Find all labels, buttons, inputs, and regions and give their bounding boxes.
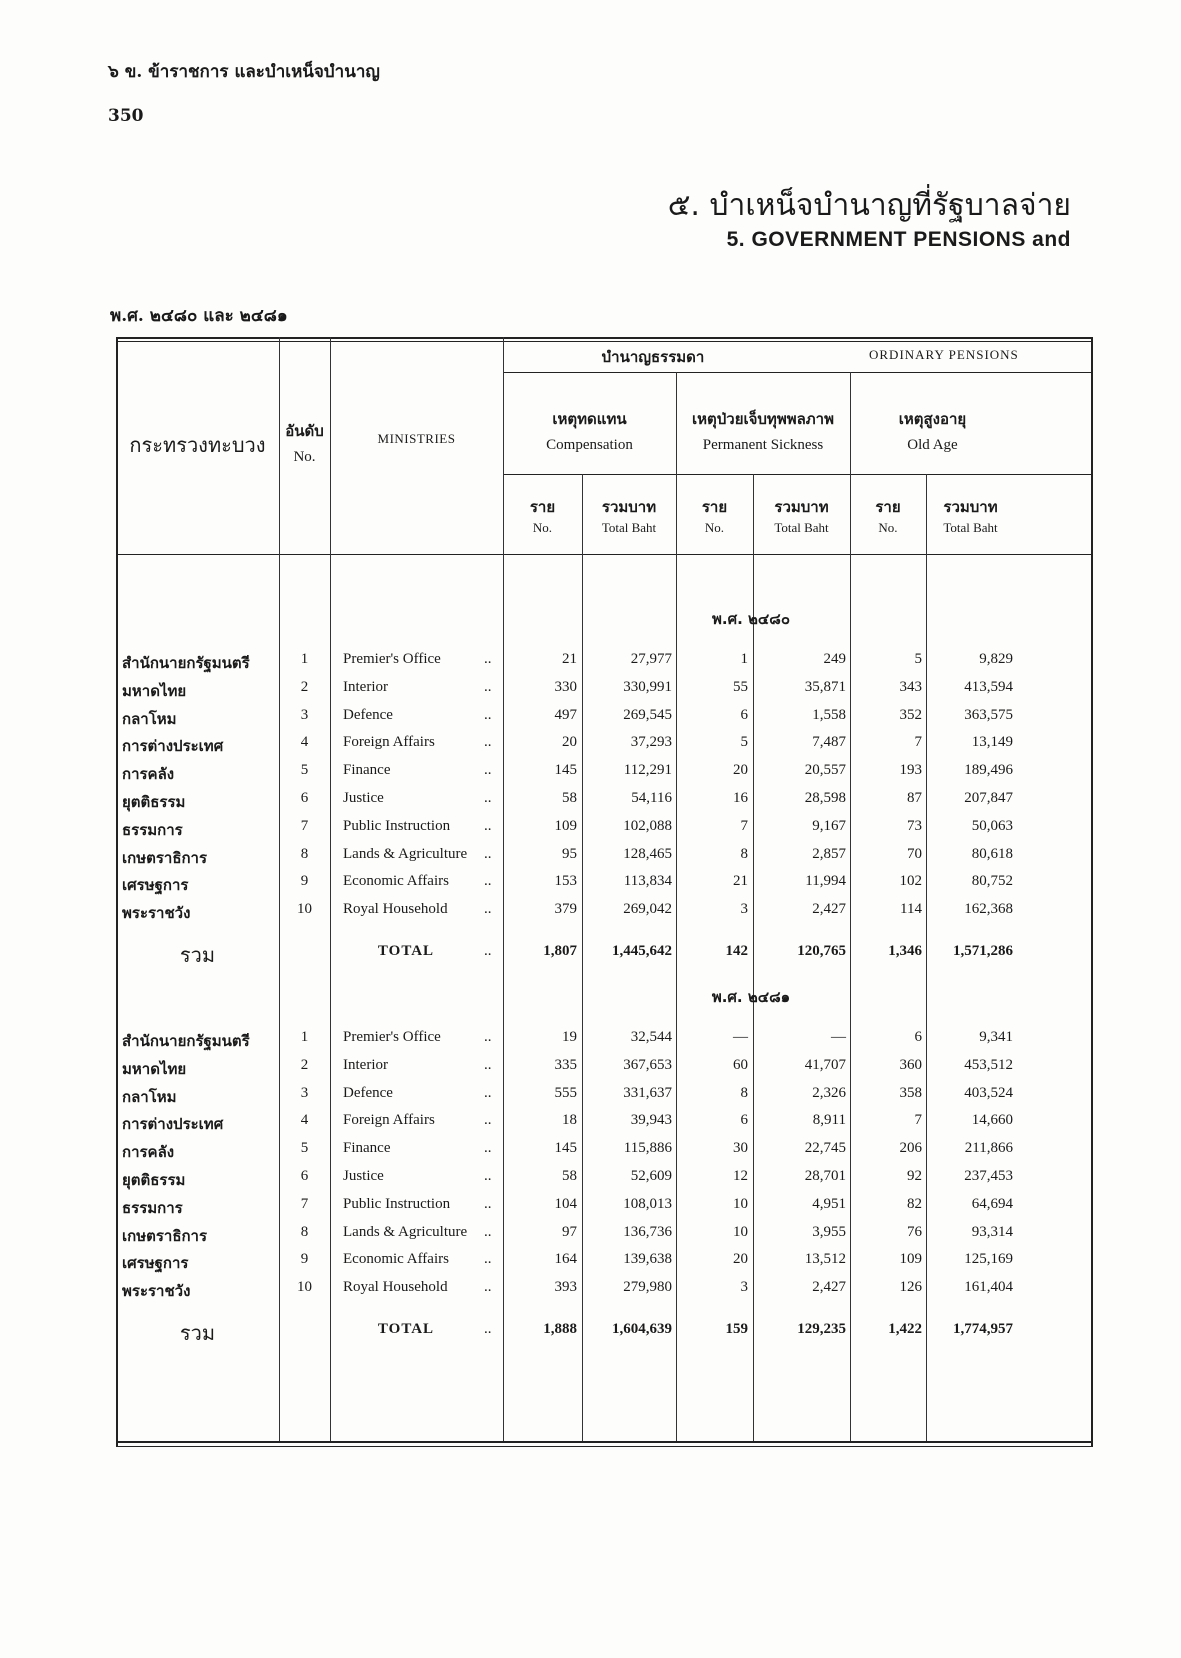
total-cell: 129,235: [797, 1321, 846, 1337]
section-year: พ.ศ. ๒๔๘๐: [712, 610, 790, 628]
leader-dots: ..: [484, 1056, 492, 1073]
header-group-thai: บำนาญธรรมดา: [601, 348, 705, 366]
table-cell: 9,167: [812, 817, 846, 834]
total-cell: 1,774,957: [953, 1321, 1013, 1337]
leader-dots: ..: [484, 790, 492, 806]
table-cell: 3: [740, 1279, 748, 1296]
table-cell: 145: [554, 762, 577, 779]
row-number: 8: [300, 845, 309, 862]
table-cell: 5: [914, 651, 922, 667]
ministry-en: Defence: [343, 1084, 393, 1101]
table-cell: 113,834: [623, 873, 672, 890]
table-cell: 20,557: [804, 762, 846, 779]
total-cell: 1,807: [543, 943, 577, 959]
header-ministry-thai: กระทรวงทะบวง: [129, 433, 266, 457]
table-cell: 39,943: [630, 1112, 672, 1129]
ministry-en: Economic Affairs: [343, 1251, 449, 1268]
ministry-en: Lands & Agriculture: [343, 845, 468, 862]
ministry-thai: เกษตราธิการ: [122, 1226, 208, 1245]
row-number: 6: [300, 790, 309, 806]
leader-dots: ..: [484, 1168, 492, 1184]
table-cell: 12: [733, 1168, 748, 1184]
table-cell: 54,116: [631, 790, 672, 806]
ministry-thai: การคลัง: [122, 1143, 175, 1162]
table-cell: 58: [562, 790, 577, 806]
table-cell: 1,558: [812, 706, 846, 723]
table-cell: 95: [562, 845, 577, 862]
leader-dots: ..: [484, 1084, 492, 1101]
table-cell: 269,042: [623, 901, 672, 918]
ministry-thai: มหาดไทย: [122, 1059, 187, 1078]
row-number: 7: [300, 1195, 309, 1212]
ministry-en: Interior: [343, 678, 388, 695]
ministry-thai: การต่างประเทศ: [122, 737, 224, 756]
ministry-en: Justice: [343, 1168, 384, 1184]
table-cell: 21: [733, 873, 748, 890]
leader-dots: ..: [484, 1223, 492, 1240]
ministry-thai: เกษตราธิการ: [122, 848, 208, 867]
table-cell: 555: [554, 1084, 577, 1101]
table-cell: 393: [554, 1279, 577, 1296]
table-cell: 97: [562, 1223, 577, 1240]
table-cell: 145: [554, 1140, 577, 1157]
header-sick-thai: เหตุป่วยเจ็บทุพพลภาพ: [692, 410, 834, 428]
header-baht-en: Total Baht: [601, 520, 657, 535]
table-cell: 87: [907, 790, 922, 806]
total-cell: 142: [725, 943, 748, 959]
table-cell: 2,326: [812, 1084, 846, 1101]
header-baht-en: Total Baht: [943, 520, 998, 535]
table-cell: 102: [899, 873, 922, 890]
ministry-thai: ธรรมการ: [122, 1198, 183, 1217]
table-cell: 8,911: [812, 1112, 846, 1129]
page-number: 350: [108, 106, 144, 126]
table-cell: 82: [907, 1195, 922, 1212]
ministry-en: Premier's Office: [343, 651, 441, 667]
table-cell: 14,660: [971, 1112, 1013, 1129]
leader-dots: ..: [484, 943, 492, 959]
table-cell: 52,609: [630, 1168, 672, 1184]
table-cell: 126: [899, 1279, 922, 1296]
table-cell: 189,496: [964, 762, 1013, 779]
row-number: 8: [300, 1223, 309, 1240]
table-cell: 330,991: [623, 678, 672, 695]
ministry-thai: สำนักนายกรัฐมนตรี: [122, 1032, 250, 1050]
table-cell: 363,575: [964, 706, 1013, 723]
table-cell: 109: [899, 1251, 922, 1268]
table-cell: —: [831, 1029, 846, 1045]
header-comp-thai: เหตุทดแทน: [552, 410, 627, 428]
ministry-en: Economic Affairs: [343, 873, 449, 890]
header-baht-thai: รวมบาท: [943, 498, 998, 516]
total-label-thai: รวม: [179, 1321, 216, 1345]
row-number: 5: [300, 762, 309, 779]
table-cell: 358: [899, 1084, 922, 1101]
row-number: 2: [300, 678, 309, 695]
table-cell: 161,404: [964, 1279, 1013, 1296]
table-cell: 8: [740, 845, 748, 862]
leader-dots: ..: [484, 706, 492, 723]
table-cell: 80,752: [971, 873, 1013, 890]
table-cell: 403,524: [964, 1084, 1013, 1101]
row-number: 9: [300, 1251, 309, 1268]
header-group-en: ORDINARY PENSIONS: [869, 347, 1019, 362]
table-cell: 5: [740, 734, 748, 751]
table-cell: 21: [562, 651, 577, 667]
table-cell: 139,638: [623, 1251, 672, 1268]
header-oldage-thai: เหตุสูงอายุ: [898, 410, 967, 428]
leader-dots: ..: [484, 845, 492, 862]
table-cell: 497: [554, 706, 577, 723]
row-number: 6: [300, 1168, 309, 1184]
table-cell: 162,368: [964, 901, 1013, 918]
table-cell: 32,544: [630, 1029, 672, 1045]
ministry-thai: ธรรมการ: [122, 820, 183, 839]
table-cell: 335: [554, 1056, 577, 1073]
header-ministries-en: MINISTRIES: [377, 431, 456, 446]
total-label-thai: รวม: [179, 943, 216, 967]
table-cell: 109: [554, 817, 577, 834]
row-number: 2: [300, 1056, 309, 1073]
table-cell: 70: [907, 845, 922, 862]
table-cell: 4,951: [812, 1195, 846, 1212]
table-cell: 13,512: [804, 1251, 846, 1268]
table-cell: 112,291: [623, 762, 672, 779]
ministry-thai: เศรษฐการ: [122, 876, 189, 895]
table-cell: 22,745: [804, 1140, 846, 1157]
row-number: 1: [300, 1029, 309, 1045]
table-cell: 73: [907, 817, 922, 834]
row-number: 4: [300, 1112, 309, 1129]
table-cell: 249: [823, 651, 846, 667]
table-cell: 2,427: [812, 901, 846, 918]
total-label-en: TOTAL: [377, 943, 435, 959]
table-cell: 164: [554, 1251, 577, 1268]
total-cell: 120,765: [797, 943, 846, 959]
table-cell: 7: [914, 734, 922, 751]
row-number: 5: [300, 1140, 309, 1157]
header-baht-en: Total Baht: [774, 520, 829, 535]
ministry-en: Royal Household: [343, 901, 448, 918]
table-cell: 413,594: [964, 678, 1013, 695]
section-year: พ.ศ. ๒๔๘๑: [711, 988, 791, 1006]
table-cell: 64,694: [971, 1195, 1013, 1212]
table-cell: 76: [907, 1223, 922, 1240]
ministry-en: Finance: [343, 1140, 391, 1157]
table-cell: 115,886: [623, 1140, 672, 1157]
ministry-en: Public Instruction: [343, 817, 451, 834]
table-cell: 16: [733, 790, 748, 806]
table-cell: 343: [899, 678, 922, 695]
ministry-en: Royal Household: [343, 1279, 448, 1296]
table-cell: 279,980: [623, 1279, 672, 1296]
ministry-en: Finance: [343, 762, 391, 779]
header-count-thai: ราย: [529, 498, 556, 516]
table-cell: 20: [562, 734, 577, 751]
years-label: พ.ศ. ๒๔๘๐ และ ๒๔๘๑: [110, 306, 288, 326]
table-cell: 114: [900, 901, 922, 918]
row-number: 10: [297, 1279, 312, 1296]
table-cell: 28,598: [804, 790, 846, 806]
total-cell: 1,571,286: [953, 943, 1013, 959]
table-cell: 153: [554, 873, 577, 890]
leader-dots: ..: [484, 734, 492, 751]
table-cell: 330: [554, 678, 577, 695]
table-cell: 7: [740, 817, 748, 834]
table-cell: 211,866: [964, 1140, 1013, 1157]
row-number: 1: [300, 651, 309, 667]
ministry-en: Defence: [343, 706, 393, 723]
pension-table: [116, 337, 1091, 1449]
header-sick-en: Permanent Sickness: [702, 437, 824, 453]
table-cell: 3: [740, 901, 748, 918]
total-cell: 1,445,642: [612, 943, 672, 959]
total-label-en: TOTAL: [377, 1321, 435, 1337]
leader-dots: ..: [484, 1029, 492, 1045]
title-thai: ๕. บำเหน็จบำนาญที่รัฐบาลจ่าย: [667, 188, 1071, 223]
table-cell: 19: [562, 1029, 577, 1045]
table-cell: 10: [733, 1223, 748, 1240]
table-cell: 35,871: [804, 678, 846, 695]
table-cell: 2,427: [812, 1279, 846, 1296]
table-cell: 352: [899, 706, 922, 723]
ministry-thai: ยุตติธรรม: [122, 1171, 186, 1189]
table-cell: 128,465: [623, 845, 672, 862]
ministry-thai: กลาโหม: [122, 709, 177, 728]
table-cell: 13,149: [971, 734, 1013, 751]
table-cell: 20: [733, 1251, 748, 1268]
table-cell: 60: [733, 1056, 748, 1073]
ministry-thai: สำนักนายกรัฐมนตรี: [122, 654, 250, 672]
ministry-thai: การต่างประเทศ: [122, 1115, 224, 1134]
ministry-en: Justice: [343, 790, 384, 806]
table-cell: 367,653: [623, 1056, 672, 1073]
header-baht-thai: รวมบาท: [601, 498, 657, 516]
total-cell: 1,888: [543, 1321, 577, 1337]
table-cell: 10: [733, 1195, 748, 1212]
leader-dots: ..: [484, 1321, 492, 1337]
table-cell: 7,487: [812, 734, 846, 751]
ministry-thai: ยุตติธรรม: [122, 793, 186, 811]
leader-dots: ..: [484, 901, 492, 918]
table-cell: 18: [562, 1112, 577, 1129]
table-cell: 41,707: [804, 1056, 846, 1073]
ministry-thai: กลาโหม: [122, 1087, 177, 1106]
row-number: 3: [300, 706, 309, 723]
header-count-en: No.: [878, 520, 898, 535]
leader-dots: ..: [484, 817, 492, 834]
total-cell: 1,604,639: [612, 1321, 672, 1337]
title-english: 5. GOVERNMENT PENSIONS and: [726, 228, 1071, 251]
ministry-thai: พระราชวัง: [122, 1282, 191, 1301]
table-cell: 102,088: [623, 817, 672, 834]
table-cell: 80,618: [971, 845, 1013, 862]
table-cell: 237,453: [964, 1168, 1013, 1184]
ministry-thai: การคลัง: [122, 765, 175, 784]
table-cell: 206: [899, 1140, 922, 1157]
table-cell: 28,701: [804, 1168, 846, 1184]
table-cell: 379: [554, 901, 577, 918]
row-number: 4: [300, 734, 309, 751]
header-count-en: No.: [532, 520, 553, 535]
row-number: 3: [300, 1084, 309, 1101]
ministry-en: Interior: [343, 1056, 388, 1073]
table-cell: 269,545: [623, 706, 672, 723]
leader-dots: ..: [484, 1195, 492, 1212]
table-cell: 9,341: [979, 1029, 1013, 1045]
header-count-en: No.: [704, 520, 725, 535]
table-cell: 27,977: [630, 651, 672, 667]
table-cell: 125,169: [964, 1251, 1013, 1268]
total-cell: 1,422: [888, 1321, 922, 1337]
table-cell: 7: [914, 1112, 922, 1129]
table-cell: 3,955: [812, 1223, 846, 1240]
table-cell: 9,829: [979, 651, 1013, 667]
ministry-en: Premier's Office: [343, 1029, 441, 1045]
table-cell: 6: [740, 706, 748, 723]
header-oldage-en: Old Age: [907, 437, 958, 453]
leader-dots: ..: [484, 873, 492, 890]
table-cell: 6: [740, 1112, 748, 1129]
table-cell: 30: [733, 1140, 748, 1157]
ministry-en: Public Instruction: [343, 1195, 451, 1212]
table-cell: 55: [733, 678, 748, 695]
table-cell: 20: [733, 762, 748, 779]
ministry-en: Foreign Affairs: [343, 1112, 435, 1129]
ministry-thai: เศรษฐการ: [122, 1254, 189, 1273]
table-cell: 193: [899, 762, 922, 779]
total-cell: 159: [725, 1321, 748, 1337]
leader-dots: ..: [484, 1279, 492, 1296]
running-header: ๖ ข. ข้าราชการ และบำเหน็จบำนาญ: [108, 62, 380, 82]
leader-dots: ..: [484, 651, 492, 667]
header-no-en: No.: [293, 449, 316, 465]
table-cell: 6: [914, 1029, 922, 1045]
table-cell: 331,637: [623, 1084, 672, 1101]
table-cell: 58: [562, 1168, 577, 1184]
row-number: 7: [300, 817, 309, 834]
row-number: 9: [300, 873, 309, 890]
table-cell: 1: [740, 651, 748, 667]
table-cell: 108,013: [623, 1195, 672, 1212]
table-cell: 207,847: [964, 790, 1013, 806]
header-baht-thai: รวมบาท: [774, 498, 829, 516]
table-cell: 11,994: [805, 873, 846, 890]
header-count-thai: ราย: [701, 498, 728, 516]
header-comp-en: Compensation: [546, 437, 633, 453]
table-cell: —: [733, 1029, 748, 1045]
header-no-thai: อันดับ: [285, 422, 324, 440]
leader-dots: ..: [484, 1140, 492, 1157]
leader-dots: ..: [484, 762, 492, 779]
table-cell: 2,857: [812, 845, 846, 862]
table-cell: 453,512: [964, 1056, 1013, 1073]
ministry-en: Foreign Affairs: [343, 734, 435, 751]
table-cell: 104: [554, 1195, 577, 1212]
leader-dots: ..: [484, 1112, 492, 1129]
ministry-en: Lands & Agriculture: [343, 1223, 468, 1240]
table-cell: 93,314: [971, 1223, 1013, 1240]
total-cell: 1,346: [888, 943, 922, 959]
table-cell: 8: [740, 1084, 748, 1101]
leader-dots: ..: [484, 678, 492, 695]
table-cell: 360: [899, 1056, 922, 1073]
leader-dots: ..: [484, 1251, 492, 1268]
ministry-thai: พระราชวัง: [122, 904, 191, 923]
ministry-thai: มหาดไทย: [122, 681, 187, 700]
header-count-thai: ราย: [875, 498, 901, 516]
row-number: 10: [297, 901, 312, 918]
table-cell: 136,736: [623, 1223, 672, 1240]
table-cell: 37,293: [630, 734, 672, 751]
table-cell: 50,063: [971, 817, 1013, 834]
table-cell: 92: [907, 1168, 922, 1184]
